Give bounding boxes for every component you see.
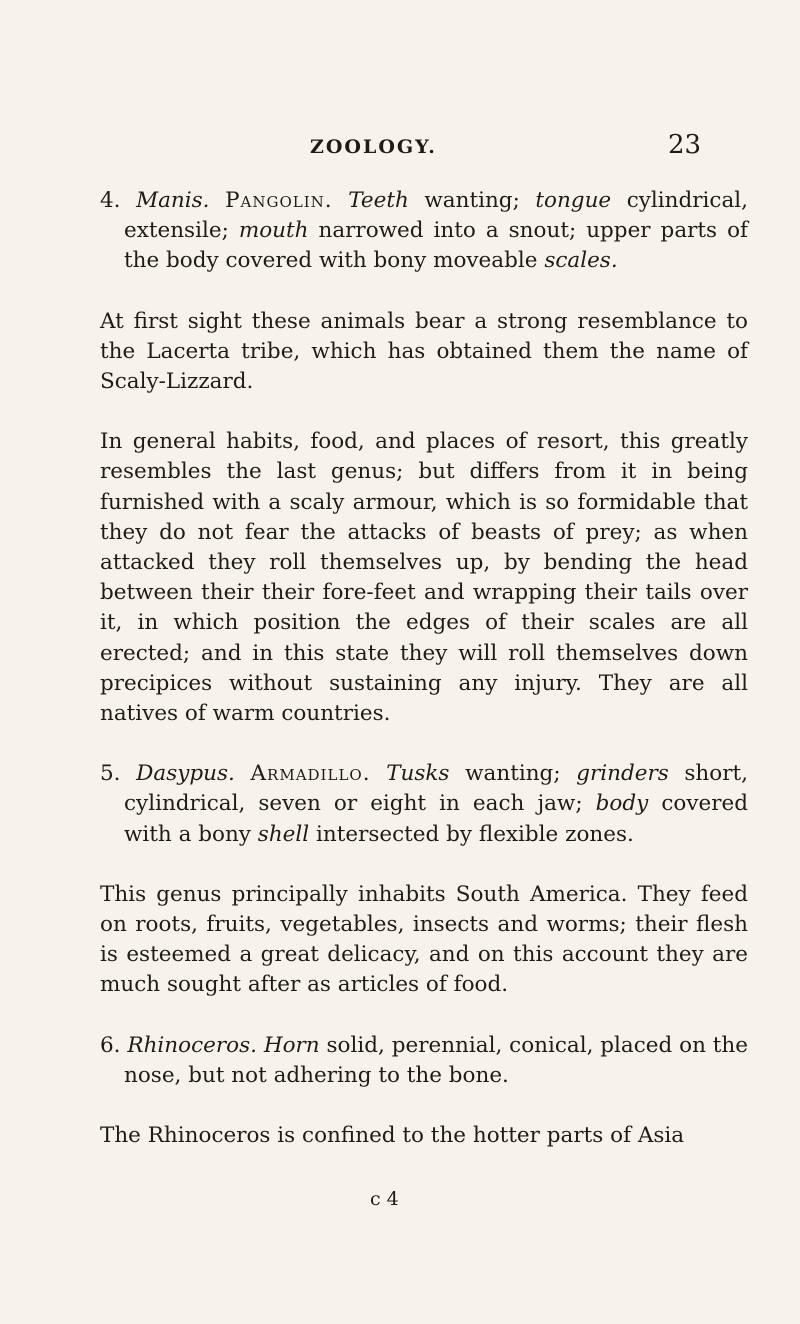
entry-dasypus: [100, 759, 748, 850]
descriptor: shell: [257, 821, 310, 847]
descriptor: Horn: [263, 1032, 320, 1058]
paragraph: This genus principally inhabits South America. They feed on roots, fruits, vegetables, insects and worms; their flesh is esteemed a great delicacy, and on this account they are much sought after as articles of food.: [100, 881, 748, 998]
entry-number: 5.: [100, 761, 121, 787]
descriptor: Teeth: [348, 188, 409, 213]
descriptor: grinders: [576, 761, 669, 787]
description-text: wanting;: [449, 761, 577, 787]
entry-rhinoceros: [100, 1031, 748, 1091]
page-footer: [0, 1188, 800, 1218]
common-name: Armadillo.: [250, 761, 371, 787]
descriptor: Tusks: [386, 761, 450, 787]
description-text: cylindrical, extensile;: [124, 188, 748, 244]
paragraph: The Rhinoceros is confined to the hotter parts of Asia: [100, 1123, 685, 1149]
entry-manis: [100, 186, 748, 277]
descriptor: scales.: [544, 248, 618, 274]
page-number: 23: [668, 130, 702, 160]
page-header: [0, 130, 800, 166]
description-text: solid, perennial, conical, placed on the nose, but not adhering to the bone.: [124, 1032, 749, 1088]
description-text: short, cylindrical, seven or eight in each jaw;: [124, 761, 748, 817]
description-text: wanting;: [408, 188, 536, 213]
descriptor: body: [595, 791, 649, 817]
genus-name: Rhinoceros.: [127, 1032, 257, 1058]
common-name: Pangolin.: [225, 188, 333, 213]
signature-mark: c 4: [370, 1188, 399, 1210]
body-text: [100, 186, 748, 1151]
entry-number: 4.: [100, 188, 121, 213]
description-text: intersected by flexible zones.: [309, 821, 634, 847]
description-text: covered with a bony: [124, 791, 748, 847]
descriptor: tongue: [535, 188, 612, 213]
paragraph: In general habits, food, and places of resort, this greatly resembles the last genus; but differs from it in being furnished with a scaly armour, which is so formidable that they do not fear the attacks of beasts of prey; as when attacked they roll themselves up, by bending the head between their their fore-feet and wrapping their tails over it, in which position the edges of their scales are all erected; and in this state they will roll themselves down precipices without sustaining any injury. They are all natives of warm countries.: [100, 429, 748, 727]
description-text: narrowed into a snout; upper parts of the body covered with bony moveable: [124, 218, 748, 274]
entry-number: 6.: [100, 1032, 121, 1058]
genus-name: Manis.: [136, 188, 210, 213]
paragraph: At first sight these animals bear a strong resemblance to the Lacerta tribe, which has obtained them the name of Scaly-Lizzard.: [100, 308, 748, 395]
genus-name: Dasypus.: [136, 761, 235, 787]
descriptor: mouth: [238, 218, 309, 244]
running-title: ZOOLOGY.: [310, 136, 437, 158]
